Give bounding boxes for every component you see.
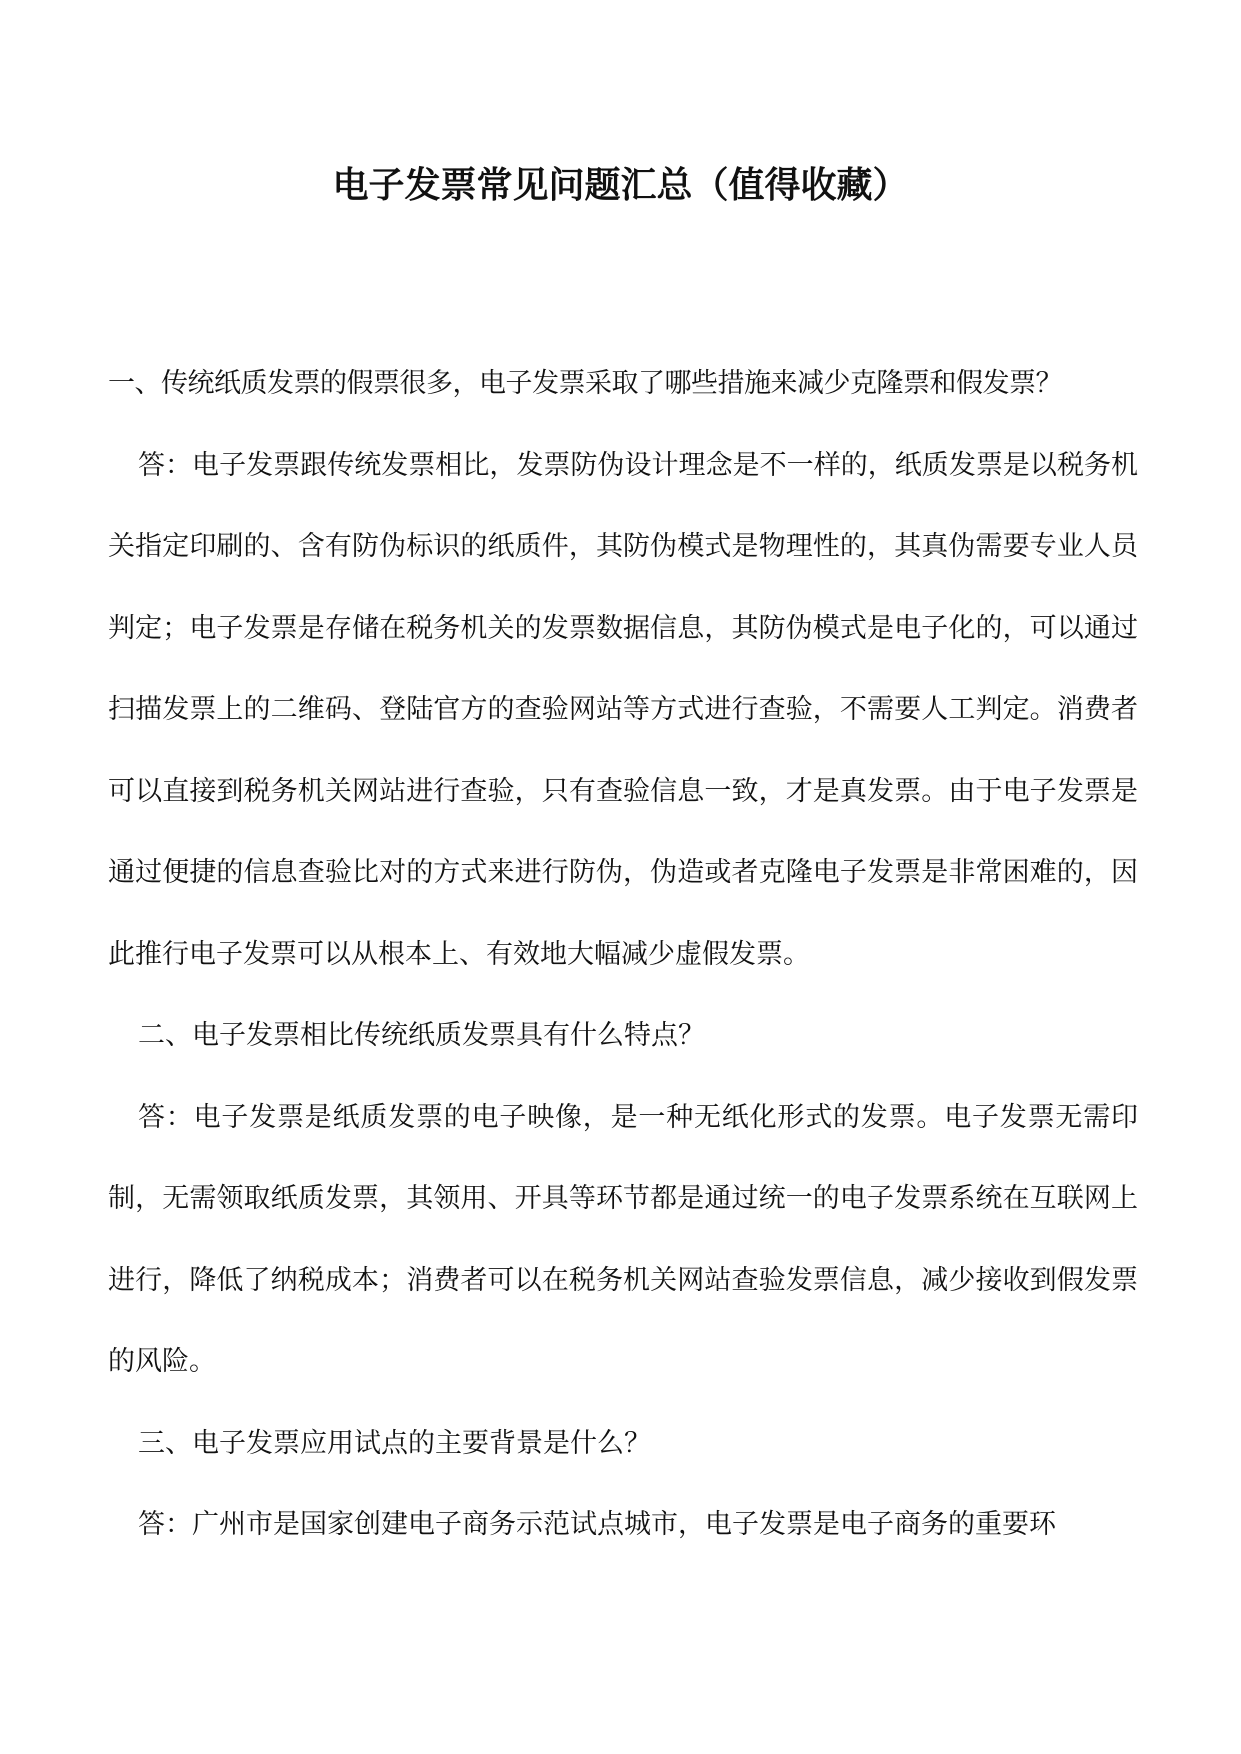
answer-2: 答：电子发票是纸质发票的电子映像，是一种无纸化形式的发票。电子发票无需印制，无需领取纸质发票，其领用、开具等环节都是通过统一的电子发票系统在互联网上进行，降低了纳税成本；消费者可以在税务机关网站查验发票信息，减少接收到假发票的风险。 bbox=[108, 1101, 1138, 1377]
answer-3: 答：广州市是国家创建电子商务示范试点城市，电子发票是电子商务的重要环 bbox=[138, 1509, 1056, 1540]
question-2: 二、电子发票相比传统纸质发票具有什么特点？ bbox=[138, 1020, 705, 1051]
document-body bbox=[108, 343, 1138, 1566]
question-1: 一、传统纸质发票的假票很多，电子发票采取了哪些措施来减少克隆票和假发票？ bbox=[108, 368, 1062, 399]
question-3: 三、电子发票应用试点的主要背景是什么？ bbox=[138, 1427, 651, 1459]
answer-1: 答：电子发票跟传统发票相比，发票防伪设计理念是不一样的，纸质发票是以税务机关指定印刷的、含有防伪标识的纸质件，其防伪模式是物理性的，其真伪需要专业人员判定；电子发票是存储在税务机关的发票数据信息，其防伪模式是电子化的，可以通过扫描发票上的二维码、登陆官方的查验网站等方式进行查验，不需要人工判定。消费者可以直接到税务机关网站进行查验，只有查验信息一致，才是真发票。由于电子发票是通过便捷的信息查验比对的方式来进行防伪，伪造或者克隆电子发票是非常困难的，因此推行电子发票可以从根本上、有效地大幅减少虚假发票。 bbox=[108, 449, 1138, 970]
document-title: 电子发票常见问题汇总（值得收藏） bbox=[332, 164, 909, 206]
